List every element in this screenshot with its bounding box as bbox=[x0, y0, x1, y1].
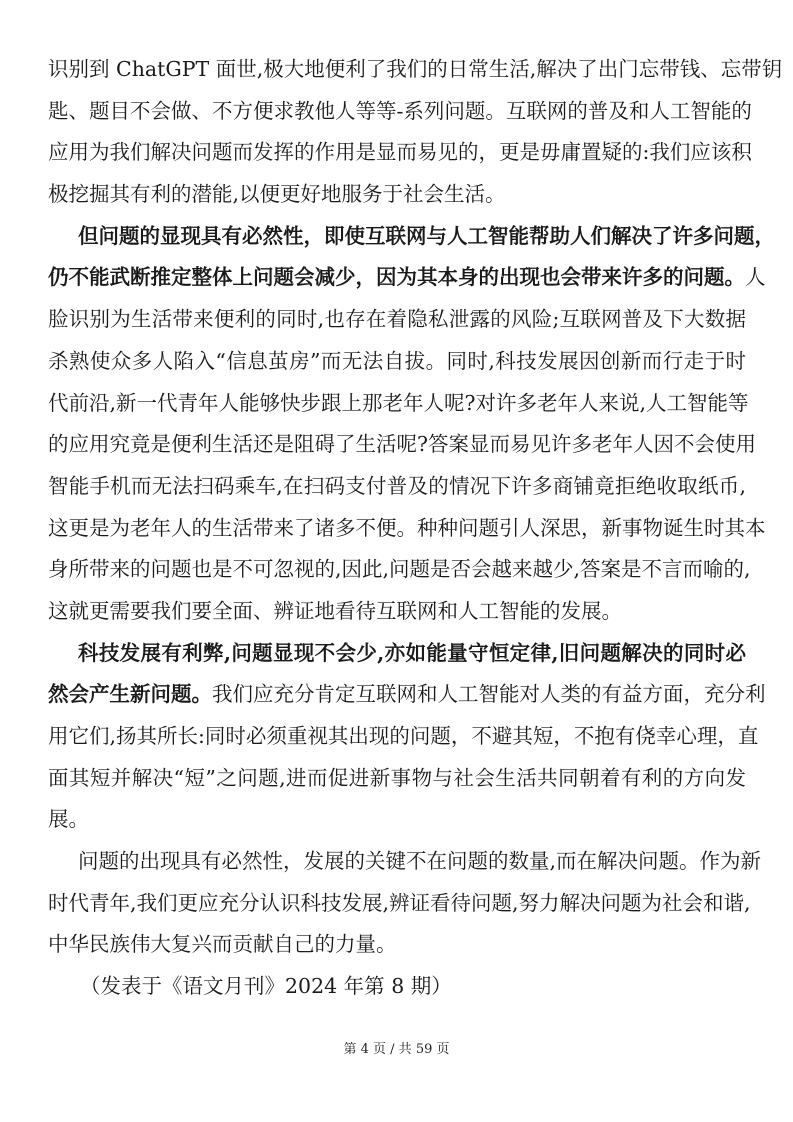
line-text: 极挖掘其有利的潜能,以便更好地服务于社会生活。 bbox=[48, 182, 506, 207]
document-body bbox=[48, 49, 783, 1008]
line-text: 杀熟使众多人陷入“信息茧房”而无法自拔。同时,科技发展因创新而行走于时 bbox=[48, 348, 746, 373]
line-text: 面其短并解决“短”之问题,进而促进新事物与社会生活共同朝着有利的方向发 bbox=[48, 765, 746, 790]
text-line bbox=[48, 841, 762, 883]
paragraph bbox=[48, 633, 766, 841]
line-text: 人 bbox=[745, 265, 766, 290]
line-text: 应用为我们解决问题而发挥的作用是显而易见的，更是毋庸置疑的:我们应该积 bbox=[48, 140, 752, 165]
text-line bbox=[48, 716, 759, 758]
line-text: 问题的出现具有必然性，发展的关键不在问题的数量,而在解决问题。作为新 bbox=[78, 849, 762, 874]
text-line bbox=[48, 91, 752, 133]
text-line bbox=[48, 299, 746, 341]
line-text: 展。 bbox=[48, 807, 89, 832]
page-number: 第 4 页 / 共 59 页 bbox=[343, 1042, 450, 1057]
publication-source: （发表于《语文月刊》2024 年第 8 期） bbox=[80, 974, 452, 999]
bold-text: 科技发展有利弊,问题显现不会少,亦如能量守恒定律,旧问题解决的同时必 bbox=[78, 640, 746, 665]
paragraph bbox=[48, 49, 783, 216]
text-line bbox=[48, 633, 746, 675]
line-text: 中华民族伟大复兴而贡献自己的力量。 bbox=[48, 932, 397, 957]
text-line bbox=[48, 799, 746, 841]
text-line bbox=[48, 466, 746, 508]
line-text: 这就更需要我们要全面、辨证地看待互联网和人工智能的发展。 bbox=[48, 598, 622, 623]
line-text: 这更是为老年人的生活带来了诸多不便。种种问题引人深思，新事物诞生时其本 bbox=[48, 515, 766, 540]
line-text: 代前沿,新一代青年人能够快步跟上那老年人呢?对许多老年人来说,人工智能等 bbox=[48, 390, 749, 415]
text-line bbox=[48, 383, 749, 425]
line-text: 智能手机而无法扫码乘车,在扫码支付普及的情况下许多商铺竟拒绝收取纸币, bbox=[48, 473, 746, 498]
text-line bbox=[48, 341, 746, 383]
text-line bbox=[48, 257, 766, 299]
line-text: 识别到 ChatGPT 面世,极大地便利了我们的日常生活,解决了出门忘带钱、忘带钥 bbox=[48, 57, 783, 81]
text-line bbox=[48, 216, 775, 258]
text-line bbox=[48, 591, 746, 633]
line-text: 匙、题目不会做、不方便求教他人等等-系列问题。互联网的普及和人工智能的 bbox=[48, 98, 752, 123]
text-line bbox=[48, 132, 752, 174]
text-line bbox=[48, 174, 746, 216]
bold-text: 但问题的显现具有必然性，即使互联网与人工智能帮助人们解决了许多问题， bbox=[78, 223, 775, 248]
line-text: 身所带来的问题也是不可忽视的,因此,问题是否会越来越少,答案是不言而喻的, bbox=[48, 557, 751, 582]
text-line bbox=[48, 49, 783, 91]
bold-text: 然会产生新问题。 bbox=[48, 682, 212, 707]
text-line bbox=[48, 508, 766, 550]
line-text: 我们应充分肯定互联网和人工智能对人类的有益方面，充分利 bbox=[212, 682, 766, 707]
text-line bbox=[48, 924, 746, 966]
line-text: 脸识别为生活带来便利的同时,也存在着隐私泄露的风险;互联网普及下大数据 bbox=[48, 307, 746, 332]
text-line bbox=[48, 424, 756, 466]
line-text: 时代青年,我们更应充分认识科技发展,辨证看待问题,努力解决问题为社会和谐, bbox=[48, 890, 751, 915]
line-text: 用它们,扬其所长:同时必须重视其出现的问题，不避其短，不抱有侥幸心理，直 bbox=[48, 724, 759, 748]
text-line bbox=[48, 758, 746, 800]
line-text: 的应用究竟是便利生活还是阻碍了生活呢?答案显而易见许多老年人因不会使用 bbox=[48, 432, 756, 457]
text-line bbox=[48, 674, 766, 716]
bold-text: 仍不能武断推定整体上问题会减少，因为其本身的出现也会带来许多的问题。 bbox=[48, 265, 745, 290]
paragraph bbox=[48, 841, 762, 966]
text-line bbox=[48, 549, 751, 591]
paragraph bbox=[48, 216, 775, 633]
text-line bbox=[48, 883, 751, 925]
